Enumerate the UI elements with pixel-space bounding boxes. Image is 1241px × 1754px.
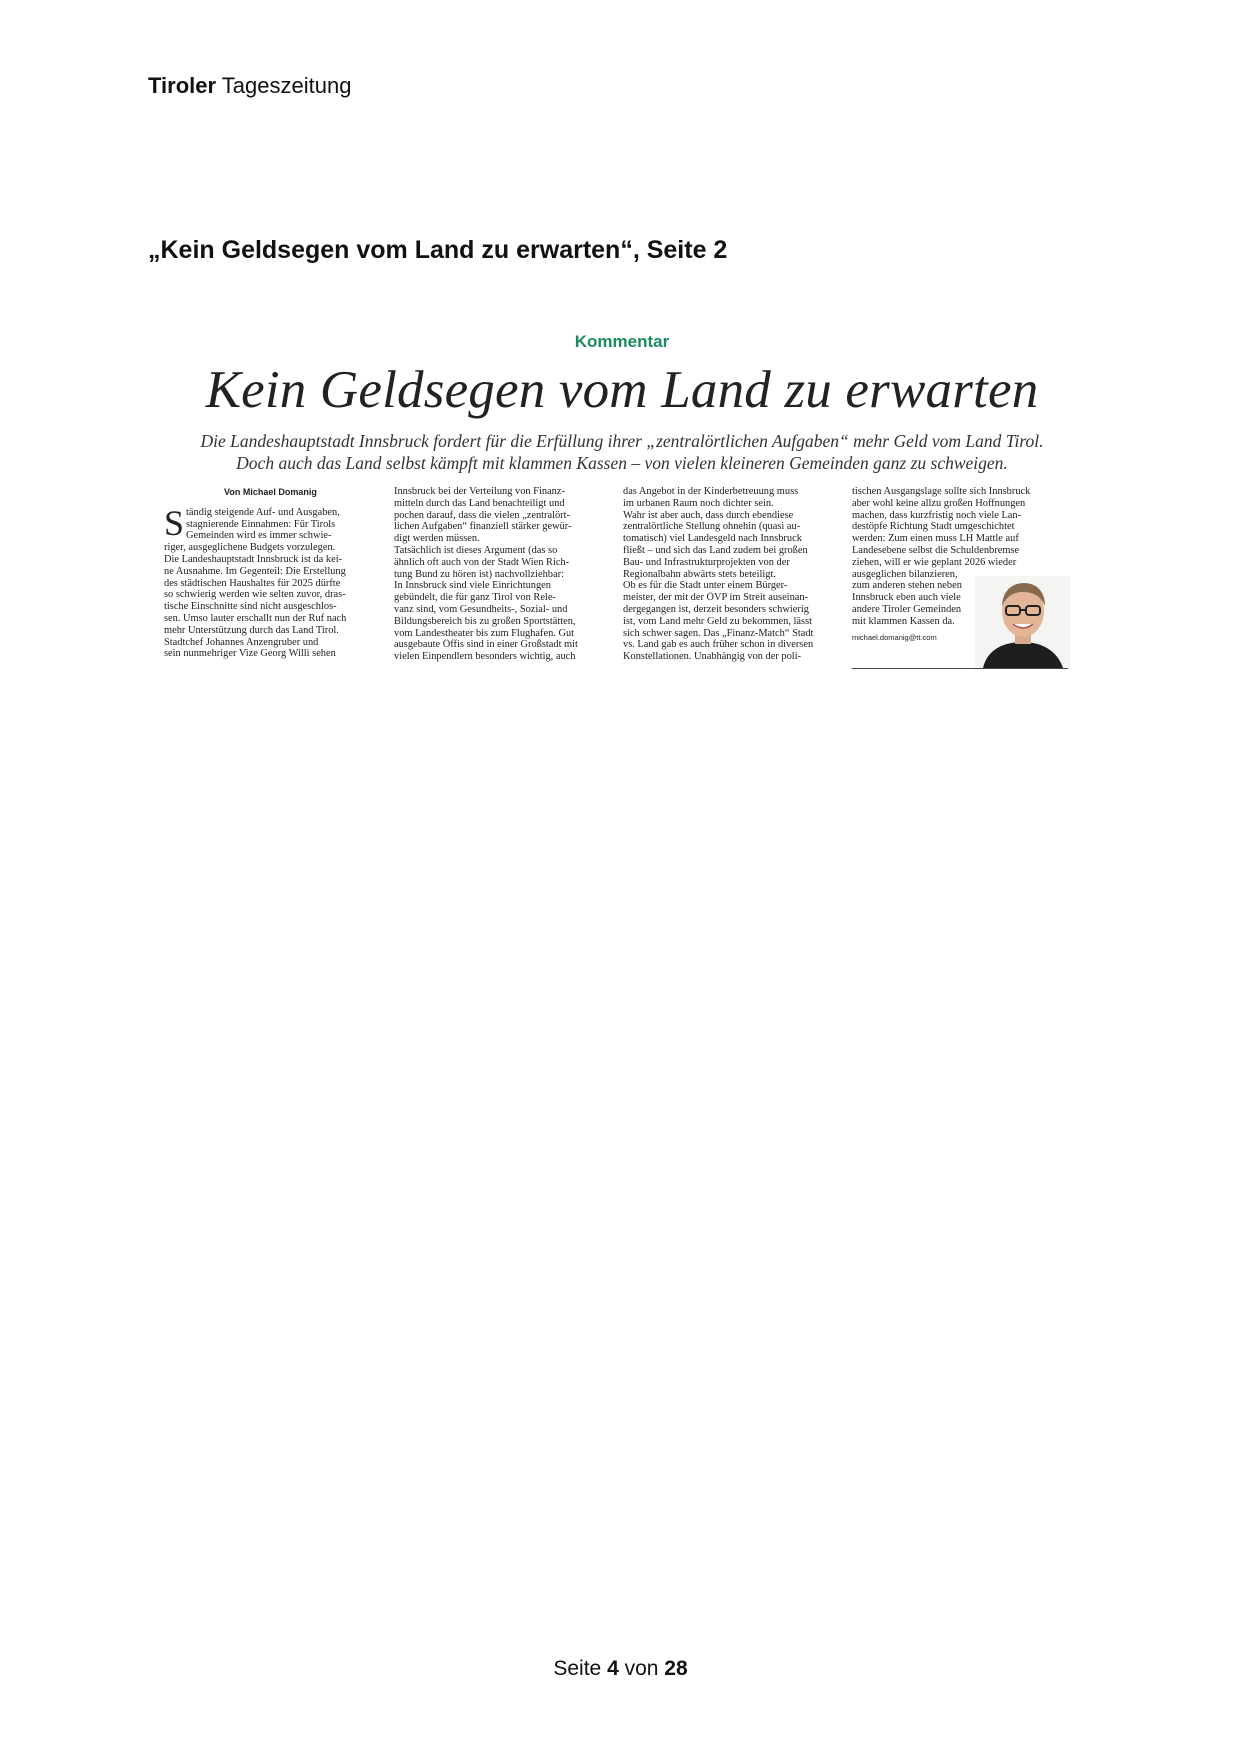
text-line: riger, ausgeglichene Budgets vorzulegen. (164, 542, 336, 554)
text-line: Ob es für die Stadt unter einem Bürger- (623, 580, 788, 592)
text-line: ausgebaute Öffis sind in einer Großstadt mit (394, 639, 578, 651)
drop-cap-block (164, 507, 378, 542)
lead-line: Die Landeshauptstadt Innsbruck fordert für die Erfüllung ihrer „zentralörtlichen Aufgaben“ mehr Geld vom Land Tirol. (200, 431, 1044, 451)
text-line: sein nunmehriger Vize Georg Willi sehen (164, 648, 336, 660)
text-line: tische Einschnitte sind nicht ausgeschlos- (164, 601, 337, 613)
text-line: dergegangen ist, derzeit besonders schwierig (623, 603, 809, 615)
brand-name-bold: Tiroler (148, 73, 217, 98)
brand-name-rest: Tageszeitung (216, 73, 352, 98)
article-lead (160, 430, 1084, 474)
text-line: vs. Land gab es auch früher schon in diversen (623, 639, 814, 651)
text-line: Regionalbahn abwärts stets beteiligt. (623, 568, 776, 580)
text-line: mit klammen Kassen da. (852, 615, 955, 627)
text-line: stagnierende Einnahmen: Für Tirols (186, 518, 336, 530)
text-line: gebündelt, die für ganz Tirol von Rele- (394, 592, 556, 604)
text-line: Bildungsbereich bis zu großen Sportstätten, (394, 615, 576, 627)
text-line: destöpfe Richtung Stadt umgeschichtet (852, 521, 1015, 533)
document-header (148, 73, 351, 99)
text-line: mitteln durch das Land benachteiligt und (394, 497, 565, 509)
total-page-count: 28 (664, 1657, 688, 1680)
text-line: sich schwer sagen. Das „Finanz-Match“ Stadt (623, 627, 814, 639)
text-line: Konstellationen. Unabhängig von der poli- (623, 651, 802, 663)
text-line: vielen Einpendlern besonders wichtig, auch (394, 651, 576, 663)
text-line: Bau- und Infrastrukturprojekten von der (623, 556, 790, 568)
text-line: machen, dass kurzfristig noch viele Lan- (852, 509, 1022, 521)
text-line: Innsbruck bei der Verteilung von Finanz- (394, 486, 565, 497)
text-line: Gemeinden wird es immer schwie- (186, 530, 332, 542)
text-line: In Innsbruck sind viele Einrichtungen (394, 580, 551, 592)
lead-line: Doch auch das Land selbst kämpft mit klammen Kassen – von vielen kleineren Gemeinden ganz zu schweigen. (236, 453, 1008, 473)
text-line: Stadtchef Johannes Anzengruber und (164, 636, 319, 648)
text-line: werden: Zum einen muss LH Mattle auf (852, 533, 1019, 545)
text-line: Die Landeshauptstadt Innsbruck ist da kei- (164, 553, 343, 565)
text-line: digt werden müssen. (394, 533, 480, 545)
text-line: ist, vom Land mehr Geld zu bekommen, lässt (623, 615, 813, 627)
text-line: tischen Ausgangslage sollte sich Innsbruck (852, 486, 1031, 497)
text-line: sen. Umso lauter erschallt nun der Ruf nach (164, 612, 347, 624)
text-line: im urbanen Raum noch dichter sein. (623, 497, 774, 509)
text-line: vom Landestheater bis zum Flughafen. Gut (394, 627, 575, 639)
column-body (164, 542, 378, 660)
text-line: mehr Unterstützung durch das Land Tirol. (164, 624, 339, 636)
text-line: Landesebene selbst die Schuldenbremse (852, 544, 1020, 556)
article-clipping (160, 330, 1084, 675)
current-page-number: 4 (607, 1657, 619, 1680)
text-line: andere Tiroler Gemeinden (852, 603, 962, 615)
author-email: michael.domanig@tt.com (852, 632, 937, 642)
text-line: des städtischen Haushaltes für 2025 dürfte (164, 577, 341, 589)
text-line: zum anderen stehen neben (852, 580, 962, 592)
author-portrait (975, 576, 1070, 668)
text-line: Wahr ist aber auch, dass durch ebendiese (623, 509, 794, 521)
text-line: ne Ausnahme. Im Gegenteil: Die Erstellung (164, 565, 346, 577)
byline: Von Michael Domanig (224, 487, 317, 497)
text-line: ähnlich oft auch von der Stadt Wien Rich- (394, 556, 570, 568)
footer-prefix: Seite (553, 1657, 608, 1680)
text-line: zentralörtliche Stellung ohnehin (quasi au- (623, 521, 801, 533)
text-line: Innsbruck eben auch viele (852, 592, 961, 604)
article-column-3 (623, 486, 837, 663)
text-line: meister, der mit der ÖVP im Streit auseinan- (623, 592, 809, 604)
text-line: ausgeglichen bilanzieren, (852, 568, 958, 580)
text-line: fließt – und sich das Land zudem bei großen (623, 544, 808, 556)
drop-cap: S (164, 506, 185, 543)
text-line: das Angebot in der Kinderbetreuung muss (623, 486, 799, 497)
text-line: so schwierig werden wie selten zuvor, dras- (164, 589, 346, 601)
text-line: tomatisch) viel Landesgeld nach Innsbruck (623, 533, 802, 545)
article-column-2 (394, 486, 608, 663)
footer-middle: von (618, 1657, 665, 1680)
article-headline: Kein Geldsegen vom Land zu erwarten (205, 361, 1039, 419)
text-line: tändig steigende Auf- und Ausgaben, (186, 506, 340, 518)
text-line: pochen darauf, dass die vielen „zentralört- (394, 509, 570, 521)
text-line: tung Bund zu hören ist) nachvollziehbar: (394, 568, 564, 580)
page-heading: „Kein Geldsegen vom Land zu erwarten“, Seite 2 (148, 236, 728, 264)
text-line: vanz sind, vom Gesundheits-, Sozial- und (394, 603, 568, 615)
page-footer (0, 1657, 1241, 1681)
text-line: lichen Aufgaben“ finanziell stärker gewür- (394, 521, 572, 533)
text-line: aber wohl keine allzu großen Hoffnungen (852, 497, 1026, 509)
text-line: Tatsächlich ist dieses Argument (das so (394, 544, 558, 556)
article-column-1 (164, 487, 378, 660)
article-kicker: Kommentar (574, 332, 670, 351)
column-divider-rule (852, 668, 1068, 669)
text-line: ziehen, will er wie geplant 2026 wieder (852, 556, 1017, 568)
